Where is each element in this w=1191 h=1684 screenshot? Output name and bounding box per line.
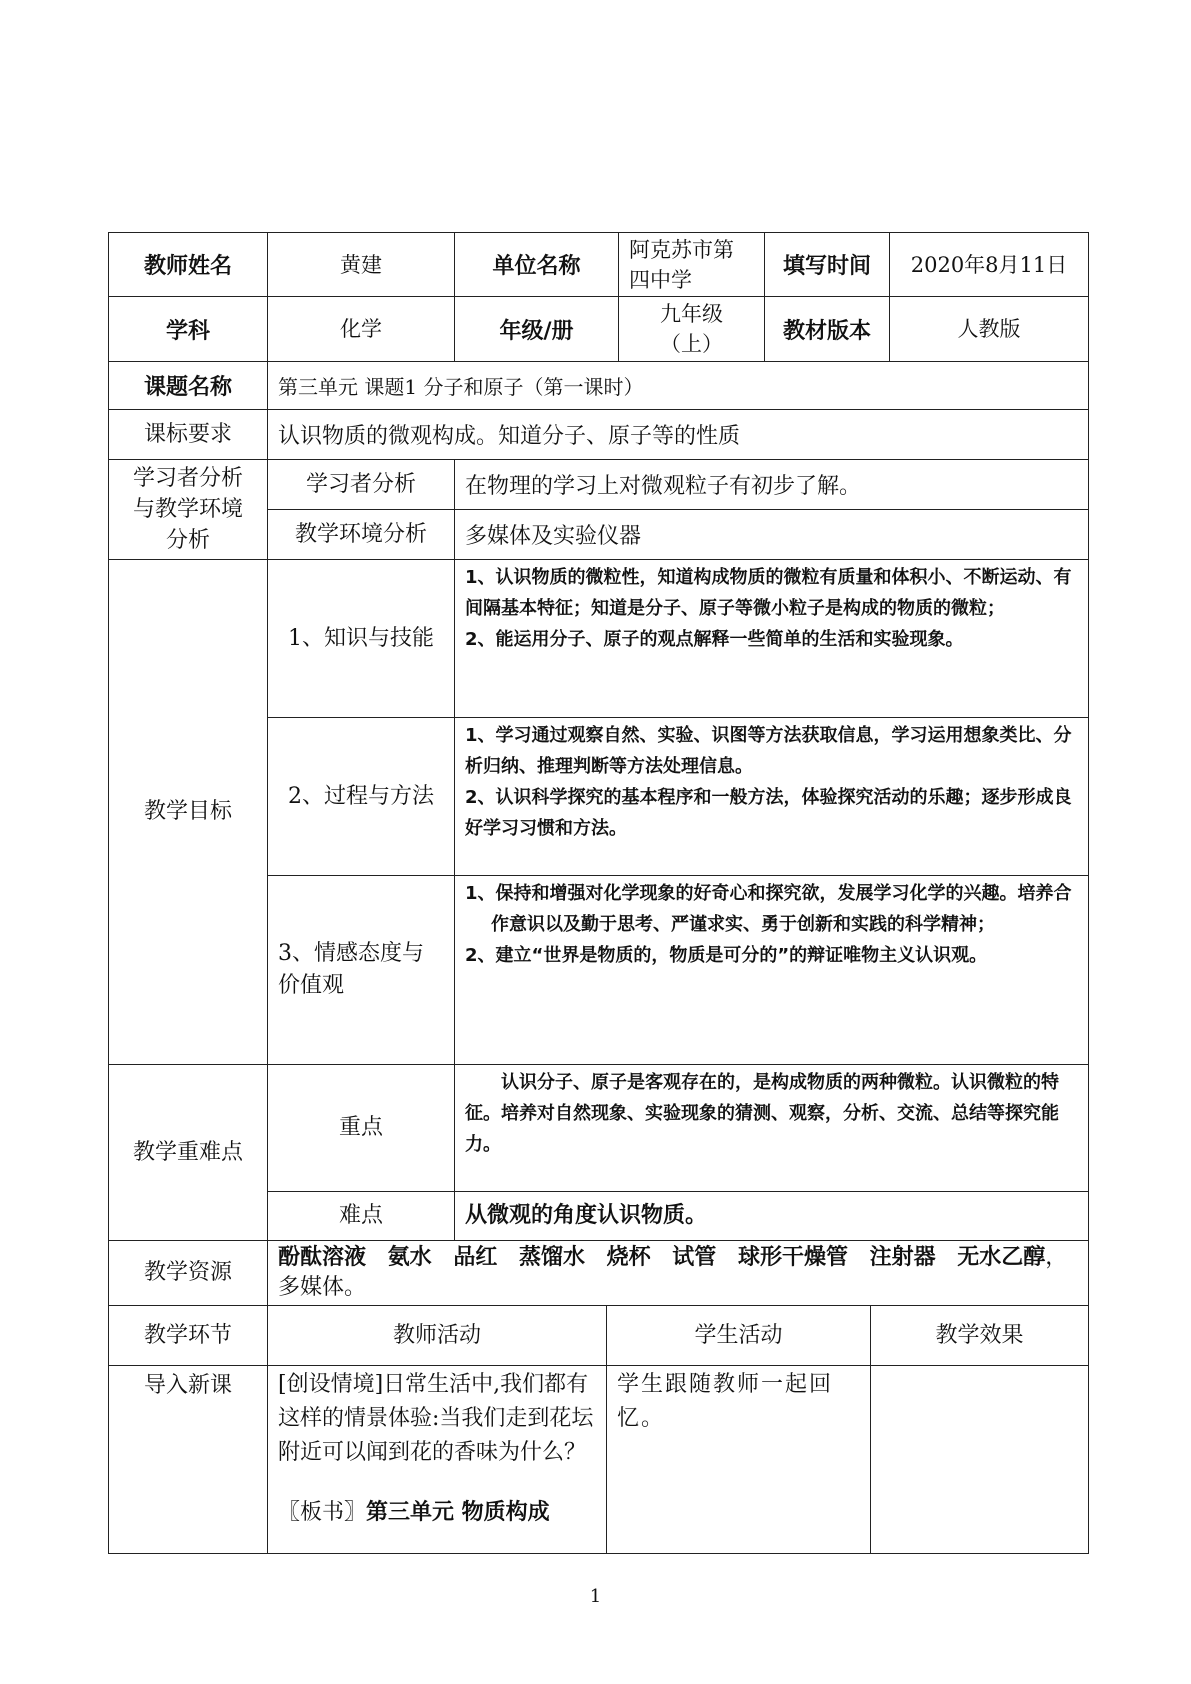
analysis-label-line2: 与教学环境 bbox=[132, 497, 243, 522]
attitude-label-line1: 3、情感态度与 bbox=[278, 941, 424, 966]
process-item-1: 1、学习通过观察自然、实验、识图等方法获取信息，学习运用想象类比、分析归纳、推理判断等方法处理信息。 bbox=[465, 725, 1072, 777]
attitude-items bbox=[455, 876, 1089, 1065]
row1-teacher bbox=[268, 1366, 607, 1554]
unit-label: 单位名称 bbox=[455, 233, 619, 297]
knowledge-items bbox=[455, 560, 1089, 718]
env-label: 教学环境分析 bbox=[268, 510, 455, 560]
row1-teacher-text: [创设情境]日常生活中,我们都有这样的情景体验:当我们走到花坛附近可以闻到花的香味为什么？ bbox=[278, 1372, 594, 1465]
knowledge-item-2: 2、能运用分子、原子的观点解释一些简单的生活和实验现象。 bbox=[465, 629, 964, 650]
knowledge-item-1: 1、认识物质的微粒性，知道构成物质的微粒有质量和体积小、不断运动、有间隔基本特征；知道是分子、原子等微小粒子是构成的物质的微粒； bbox=[465, 567, 1072, 619]
learner-label: 学习者分析 bbox=[268, 460, 455, 510]
unit-value-line1: 阿克苏市第 bbox=[629, 237, 734, 262]
attitude-item-2: 2、建立“世界是物质的，物质是可分的”的辩证唯物主义认识观。 bbox=[465, 945, 988, 966]
row1-student: 学生跟随教师一起回忆。 bbox=[607, 1366, 871, 1554]
analysis-label bbox=[109, 460, 268, 560]
attitude-item-1: 1、保持和增强对化学现象的好奇心和探究欲，发展学习化学的兴趣。培养合作意识以及勤于思考、严谨求实、勇于创新和实践的科学精神； bbox=[465, 883, 1072, 935]
edition-label: 教材版本 bbox=[765, 297, 890, 362]
grade-value-line1: 九年级 bbox=[660, 302, 723, 326]
difficult-value: 从微观的角度认识物质。 bbox=[455, 1192, 1089, 1241]
resources-value bbox=[268, 1241, 1089, 1306]
row1-effect bbox=[871, 1366, 1089, 1554]
grade-value bbox=[619, 297, 765, 362]
col-teacher-header: 教师活动 bbox=[268, 1306, 607, 1366]
header-table bbox=[108, 232, 1089, 362]
resources-label: 教学资源 bbox=[109, 1241, 268, 1306]
row1-stage: 导入新课 bbox=[109, 1366, 268, 1554]
standard-value: 认识物质的微观构成。知道分子、原子等的性质 bbox=[268, 410, 1089, 460]
row1-board bbox=[278, 1496, 598, 1530]
time-value: 2020年8月11日 bbox=[890, 233, 1089, 297]
standard-label: 课标要求 bbox=[109, 410, 268, 460]
process-item-2: 2、认识科学探究的基本程序和一般方法，体验探究活动的乐趣；逐步形成良好学习习惯和方法。 bbox=[465, 787, 1072, 839]
unit-value bbox=[619, 233, 765, 297]
env-value: 多媒体及实验仪器 bbox=[455, 510, 1089, 560]
process-items bbox=[455, 718, 1089, 876]
attitude-label bbox=[268, 876, 455, 1065]
attitude-label-line2: 价值观 bbox=[278, 973, 345, 998]
topic-label: 课题名称 bbox=[109, 362, 268, 410]
analysis-label-line1: 学习者分析 bbox=[132, 466, 243, 491]
unit-value-line2: 四中学 bbox=[629, 267, 692, 292]
time-label: 填写时间 bbox=[765, 233, 890, 297]
subject-label: 学科 bbox=[109, 297, 268, 362]
resources-bold: 酚酞溶液 氨水 品红 蒸馏水 烧杯 试管 球形干燥管 注射器 无水乙醇 bbox=[278, 1245, 1046, 1270]
row1-board-text: 第三单元 物质构成 bbox=[366, 1500, 550, 1525]
grade-label: 年级/册 bbox=[455, 297, 619, 362]
col-stage-header: 教学环节 bbox=[109, 1306, 268, 1366]
col-effect-header: 教学效果 bbox=[871, 1306, 1089, 1366]
subject-value: 化学 bbox=[268, 297, 455, 362]
key-value: 认识分子、原子是客观存在的，是构成物质的两种微粒。认识微粒的特征。培养对自然现象、实验现象的猜测、观察，分析、交流、总结等探究能力。 bbox=[455, 1065, 1089, 1192]
page-number: 1 bbox=[589, 1586, 602, 1607]
keypoints-label: 教学重难点 bbox=[109, 1065, 268, 1241]
teacher-label: 教师姓名 bbox=[109, 233, 268, 297]
main-table bbox=[108, 361, 1089, 1554]
knowledge-label: 1、知识与技能 bbox=[268, 560, 455, 718]
edition-value: 人教版 bbox=[890, 297, 1089, 362]
goals-label: 教学目标 bbox=[109, 560, 268, 1065]
resources-normal: ，多媒体。 bbox=[278, 1245, 1068, 1300]
key-label: 重点 bbox=[268, 1065, 455, 1192]
topic-value: 第三单元 课题1 分子和原子（第一课时） bbox=[268, 362, 1089, 410]
learner-value: 在物理的学习上对微观粒子有初步了解。 bbox=[455, 460, 1089, 510]
teacher-value: 黄建 bbox=[268, 233, 455, 297]
analysis-label-line3: 分析 bbox=[165, 528, 210, 553]
row1-board-prefix: 〖板书〗 bbox=[278, 1500, 367, 1525]
difficult-label: 难点 bbox=[268, 1192, 455, 1241]
process-label: 2、过程与方法 bbox=[268, 718, 455, 876]
grade-value-line2: （上） bbox=[660, 332, 723, 356]
col-student-header: 学生活动 bbox=[607, 1306, 871, 1366]
